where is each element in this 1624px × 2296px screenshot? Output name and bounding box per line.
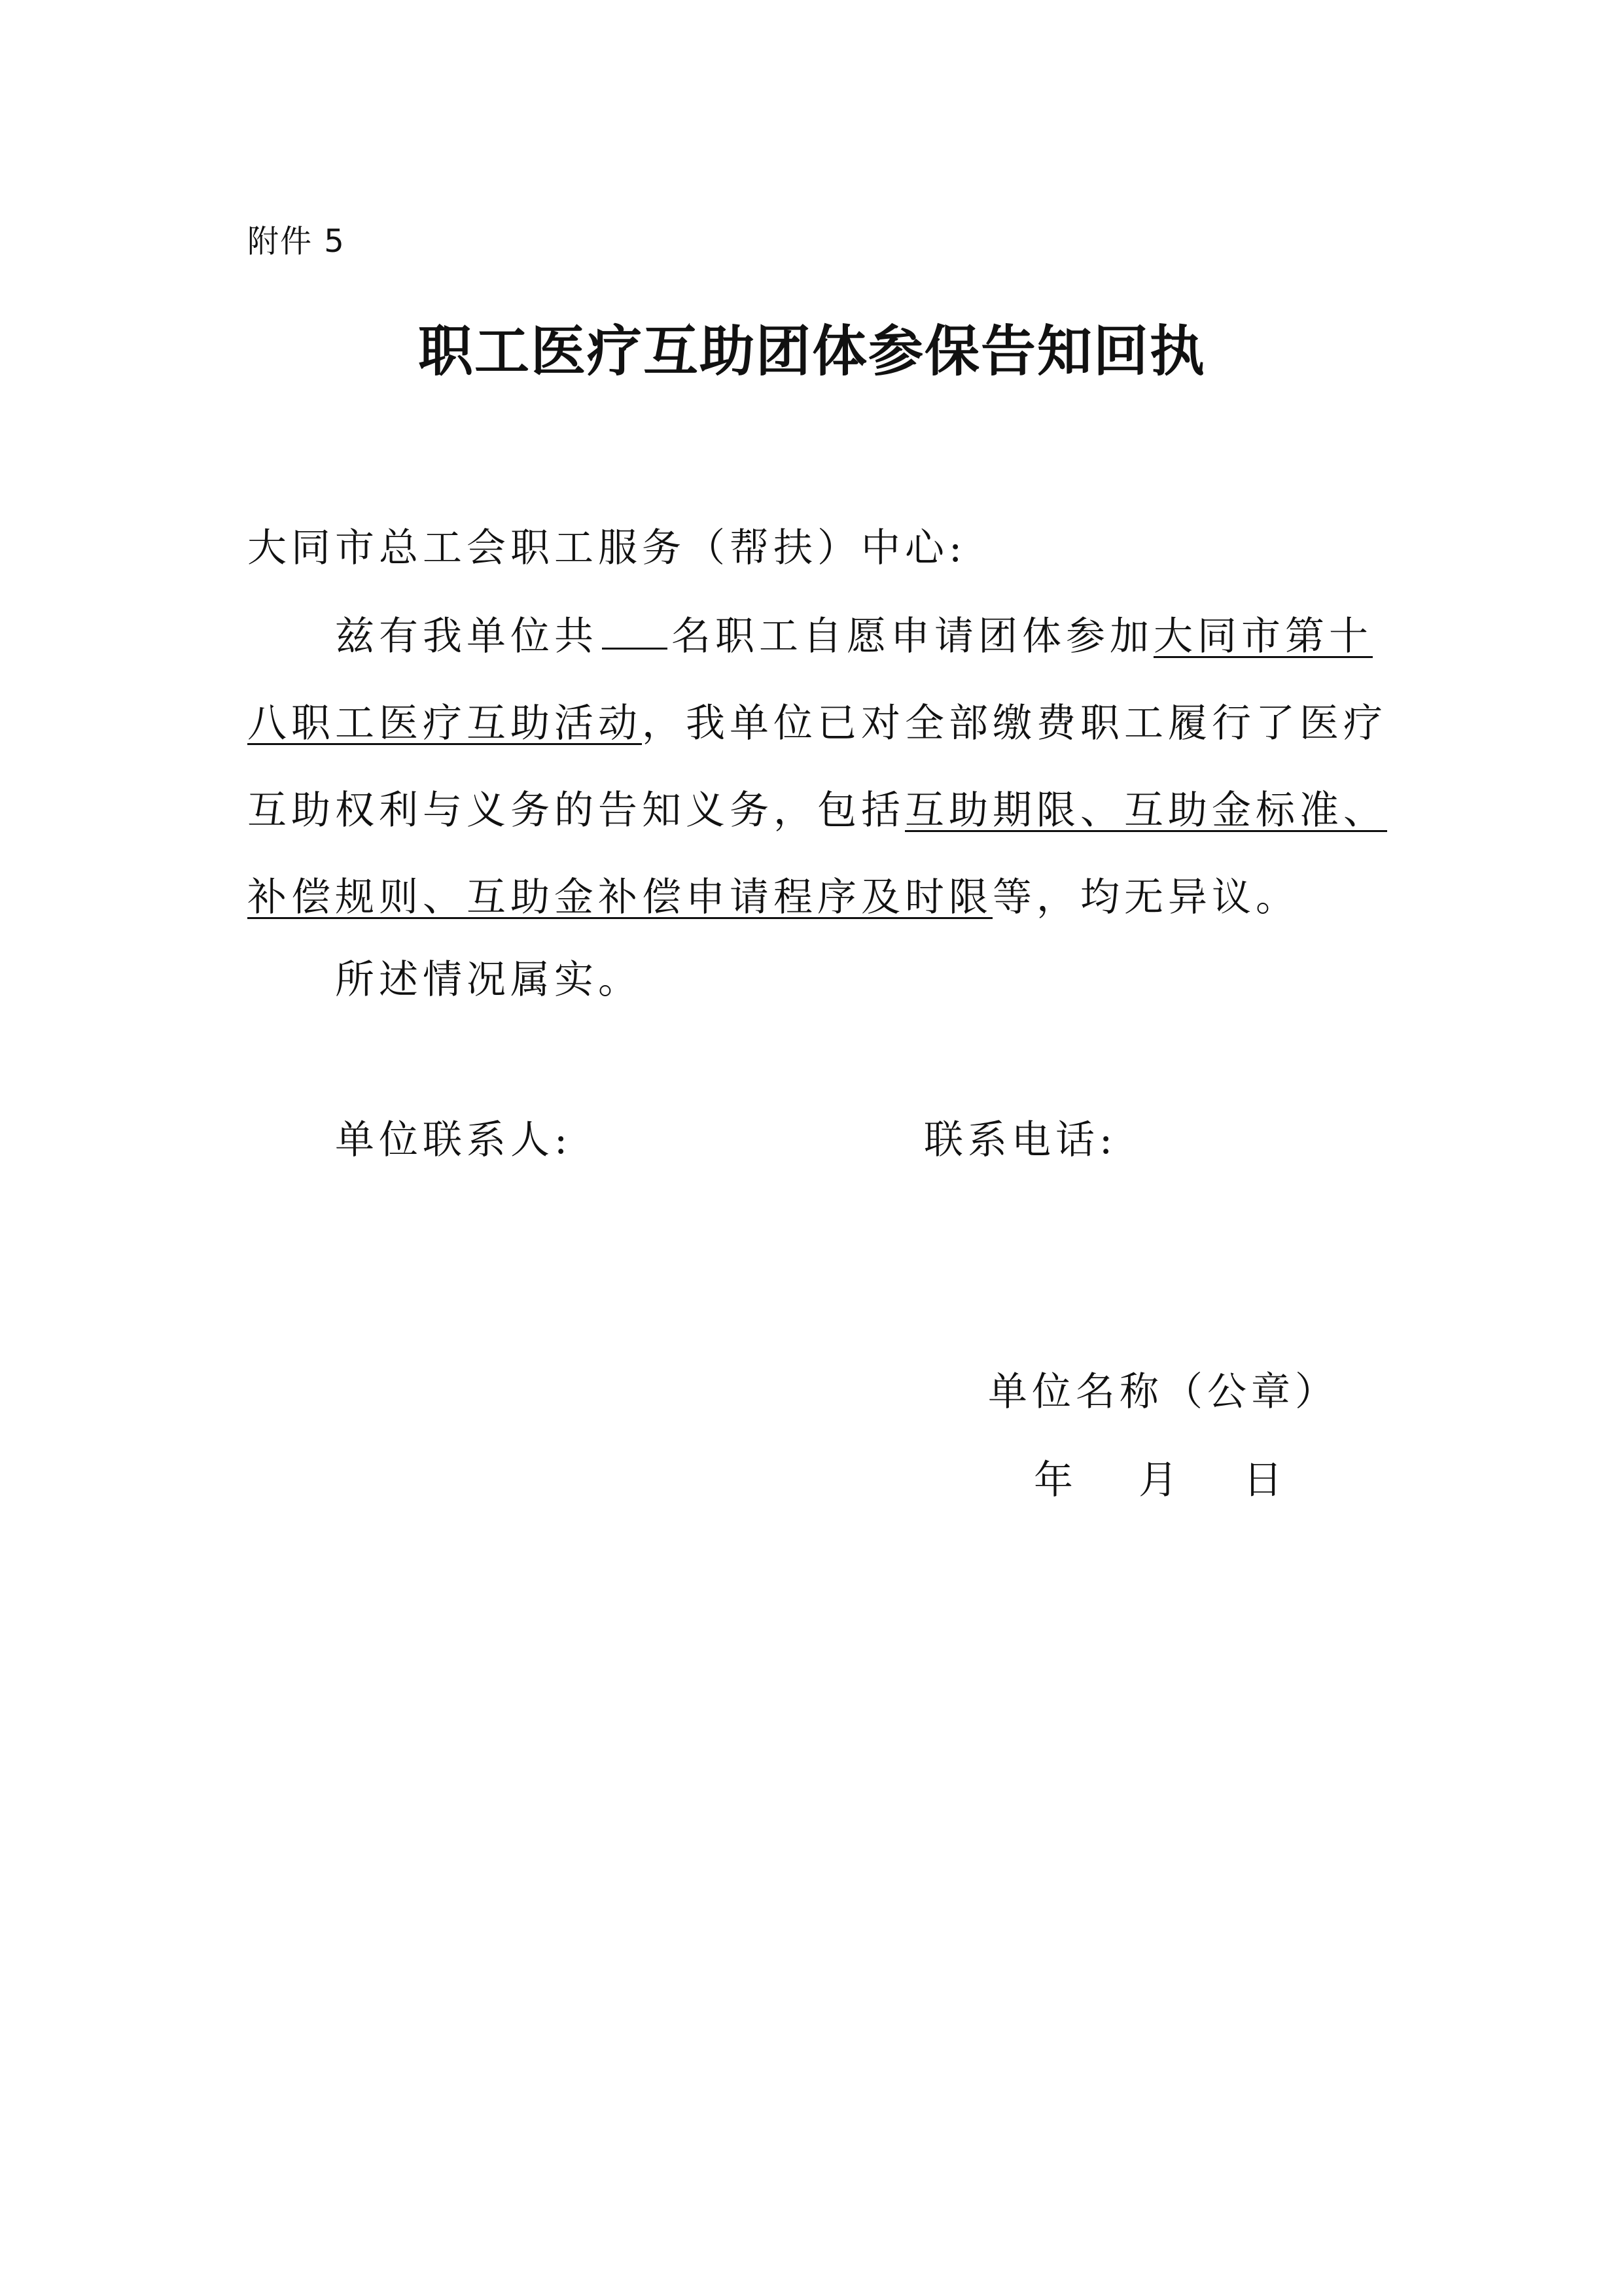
body-text: ，我单位已对全部缴费职工履行了医疗: [642, 701, 1387, 746]
body-text: 等，均无异议。: [993, 875, 1299, 920]
salutation: 大同市总工会职工服务（帮扶）中心:: [247, 525, 967, 571]
document-title: 职工医疗互助团体参保告知回执: [417, 319, 1206, 383]
org-name-seal-label: 单位名称（公章）: [988, 1369, 1339, 1415]
activity-name-underlined: 大同市第十: [1154, 614, 1373, 659]
date-month: 月: [1139, 1457, 1178, 1503]
body-text: 兹有我单位共: [335, 614, 598, 659]
body-text: 所述情况属实。: [335, 957, 642, 1003]
body-line-3: [247, 779, 1387, 835]
contact-person-label: 单位联系人:: [335, 1117, 573, 1163]
body-line-2: [247, 692, 1387, 748]
body-line-1: [335, 605, 1373, 661]
body-line-4: [247, 866, 1299, 922]
employee-count-blank: [602, 610, 667, 650]
activity-name-underlined: 八职工医疗互助活动: [247, 701, 642, 746]
contact-phone-label: 联系电话:: [924, 1117, 1118, 1163]
date-year: 年: [1034, 1457, 1073, 1503]
terms-underlined: 互助期限、互助金标准、: [905, 788, 1387, 833]
date-line: [1034, 1449, 1282, 1505]
attachment-label: 附件 5: [247, 223, 345, 260]
body-line-5: [335, 948, 642, 1005]
date-day: 日: [1243, 1457, 1282, 1503]
body-text: 名职工自愿申请团体参加: [671, 614, 1154, 659]
terms-underlined: 补偿规则、互助金补偿申请程序及时限: [247, 875, 993, 920]
body-text: 互助权利与义务的告知义务，包括: [247, 788, 905, 833]
